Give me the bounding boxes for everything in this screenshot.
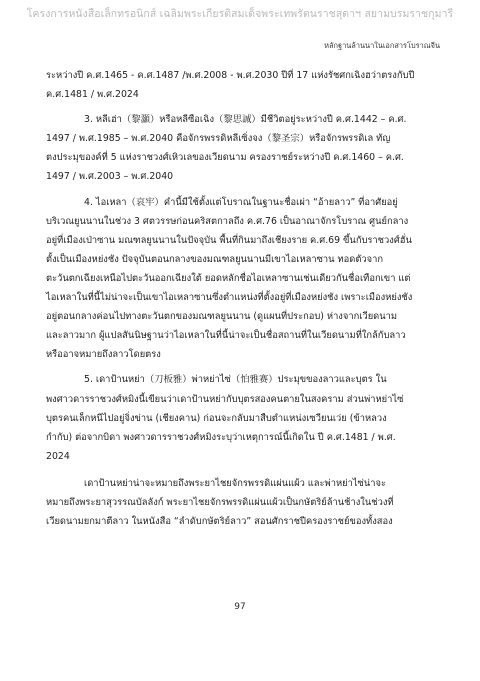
text-line: พงศาวดารราชวงศ์หมิงนี้เขียนว่าเดาป้านหย่ากับบุตรสองคนตายในสงคราม ส่วนพ่าหย่าไซ่ xyxy=(46,393,404,405)
text-line: และลาวมาก ผู้แปลสันนิษฐานว่าไอเหลาในที่นี้น่าจะเป็นชื่อสถานที่ในเวียดนามที่ใกล้กับลาว xyxy=(46,330,406,342)
text-line: ไอเหลาในที่นี้ไม่น่าจะเป็นเขาไอเหลาซานซึ่งตำแหน่งที่ตั้งอยู่ที่เมืองหย่งชัง เพราะเมืองหย่งชัง xyxy=(46,292,413,304)
page-number: 97 xyxy=(234,602,246,612)
footnote-3 xyxy=(46,110,442,186)
text-line: ระหว่างปี ค.ศ.1465 - ค.ศ.1487 /พ.ศ.2008 - พ.ศ.2030 ปีที่ 17 แห่งรัชศกเฉิงฮว่าตรงกับปี xyxy=(46,70,415,81)
text-line: เวียดนามยกมาตีลาว ในหนังสือ “ลำดับกษัตริย์ลาว” สอนศักราชปีครองราชย์ของทั้งสอง xyxy=(46,516,393,528)
body-paragraph xyxy=(46,474,442,531)
publication-banner: โครงการหนังสือเล็กทรอนิกส์ เฉลิมพระเกียรติสมเด็จพระเทพรัตนราชสุดาฯ สยามบรมราชกุมารี xyxy=(26,8,454,20)
text-line: เดาป้านหย่าน่าจะหมายถึงพระยาไชยจักรพรรดิแผ่นแผ้ว และพ่าหย่าไซ่น่าจะ xyxy=(84,477,387,489)
running-header: หลักฐานล้านนาในเอกสารโบราณจีน xyxy=(324,41,440,50)
text-line: บริเวณยูนนานในช่วง 3 ศตวรรษก่อนคริสตกาลถึง ค.ศ.76 เป็นอาณาจักรโบราณ ศูนย์กลาง xyxy=(46,215,409,227)
text-line: อยู่ตอนกลางค่อนไปทางตะวันตกของมณฑลยูนนาน (ดูแผนที่ประกอบ) ห่างจากเวียดนาม xyxy=(46,311,398,323)
text-line: บุตรคนเล็กหนีไปอยู่จิ่งข่าน (เชียงคาน) ก่อนจะกลับมาสืบตำแหน่งเซวียนเว่ย (ข้าหลวง xyxy=(46,412,387,424)
text-line: 5. เดาป้านหย่า（刀板雅）พ่าหย่าไซ่（怕雅赛）ประมุขของลาวและบุตร ใน xyxy=(84,374,387,386)
text-line: อยู่ที่เมืองเป่าซาน มณฑลยูนนานในปัจจุบัน พื้นที่กินมาถึงเชียงราย ค.ศ.69 ขึ้นกับราชวงศ์ฮั่น xyxy=(46,234,412,246)
text-line: กำกับ) ต่อจากบิดา พงศาวดารราชวงศ์หมิงระบุว่าเหตุการณ์นี้เกิดใน ปี ค.ศ.1481 / พ.ศ. xyxy=(46,431,396,443)
paragraph-1-continuation xyxy=(46,66,442,104)
footnote-4 xyxy=(46,193,442,365)
footnote-5 xyxy=(46,370,442,465)
text-line: ตั้งเป็นเมืองหย่งชัง ปัจจุบันตอนกลางของมณฑลยูนนานมีเขาไอเหลาซาน ทอดตัวจาก xyxy=(46,253,384,265)
text-line: ตะวันตกเฉียงเหนือไปตะวันออกเฉียงใต้ ยอดหลักชื่อไอเหลาซานเช่นเดียวกันชื่อเทือกเขา แต่ xyxy=(46,272,411,284)
text-line: 1497 / พ.ศ.2003 – พ.ศ.2040 xyxy=(46,171,174,183)
text-line: ค.ศ.1481 / พ.ศ.2024 xyxy=(46,89,139,101)
text-line: ตงประมุของค์ที่ 5 แห่งราชวงศ์เหิวเลของเวียดนาม ครองราชย์ระหว่างปี ค.ศ.1460 – ค.ศ. xyxy=(46,152,404,164)
text-line: 2024 xyxy=(46,450,70,462)
page-body xyxy=(46,66,442,531)
text-line: 4. ไอเหลา（哀牢）คำนี้มีใช้ตั้งแต่โบราณในฐานะชื่อเผ่า “อ้ายลาว” ที่อาศัยอยู่ xyxy=(84,196,398,208)
text-line: 1497 / พ.ศ.1985 – พ.ศ.2040 คือจักรพรรดิหลีเซิ่งจง（黎圣宗）หรือจักรพรรดิเล ทัญ xyxy=(46,133,391,145)
text-line: 3. หลีเฮ่า（黎灝）หรือหลีซือเฉิง（黎思誠）มีชีวิตอยู่ระหว่างปี ค.ศ.1442 – ค.ศ. xyxy=(84,114,407,126)
text-line: หมายถึงพระยาสุวรรณบัลลังก์ พระยาไชยจักรพรรดิแผ่นแผ้วเป็นกษัตริย์ล้านช้างในช่วงที่ xyxy=(46,496,394,508)
text-line: หรืออาจหมายถึงลาวโดยตรง xyxy=(46,349,161,361)
